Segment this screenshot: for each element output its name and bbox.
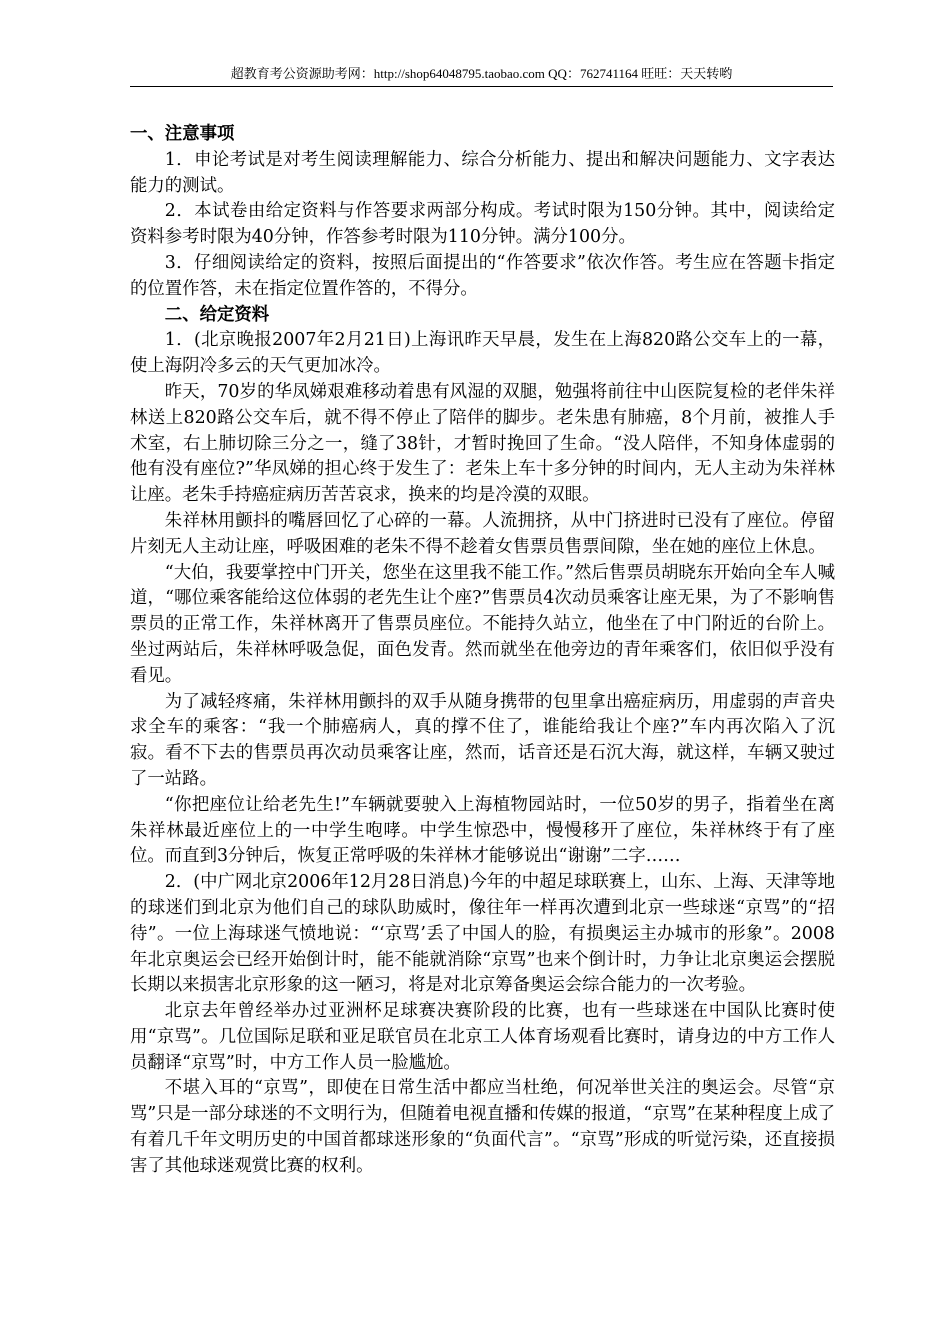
material-paragraph: 2．(中广网北京2006年12月28日消息)今年的中超足球联赛上，山东、上海、天津等地的球迷们到北京为他们自己的球队助威时，像往年一样再次遭到北京一些球迷“京骂”的“招待”。一位上海球迷气愤地说：“‘京骂’丢了中国人的脸，有损奥运主办城市的形象”。2008年北京奥运会已经开始倒计时，能不能就消除“京骂”也来个倒计时，力争让北京奥运会摆脱长期以来损害北京形象的这一陋习，将是对北京筹备奥运会综合能力的一次考验。 — [130, 872, 835, 996]
section-heading-notes: 一、注意事项 — [130, 124, 235, 144]
material-paragraph: 不堪入耳的“京骂”，即使在日常生活中都应当杜绝，何况举世关注的奥运会。尽管“京骂”只是一部分球迷的不文明行为，但随着电视直播和传媒的报道，“京骂”在某种程度上成了有着几千年文明历史的中国首都球迷形象的“负面代言”。“京骂”形成的听觉污染，还直接损害了其他球迷观赏比赛的权利。 — [130, 1078, 835, 1176]
notes-item-3: 3．仔细阅读给定的资料，按照后面提出的“作答要求”依次作答。考生应在答题卡指定的位置作答，未在指定位置作答的，不得分。 — [130, 252, 835, 299]
material-paragraph: 为了减轻疼痛，朱祥林用颤抖的双手从随身携带的包里拿出癌症病历，用虚弱的声音央求全车的乘客：“我一个肺癌病人，真的撑不住了，谁能给我让个座?”车内再次陷入了沉寂。看不下去的售票员再次动员乘客让座，然而，话音还是石沉大海，就这样，车辆又驶过了一站路。 — [130, 691, 835, 789]
material-paragraph: 1．(北京晚报2007年2月21日)上海讯昨天早晨，发生在上海820路公交车上的一幕，使上海阴冷多云的天气更加冰冷。 — [130, 330, 835, 377]
material-paragraph: 昨天，70岁的华凤娣艰难移动着患有风湿的双腿，勉强将前往中山医院复检的老伴朱祥林送上820路公交车后，就不得不停止了陪伴的脚步。老朱患有肺癌，8个月前，被推人手术室，右上肺切除三分之一，缝了38针，才暂时挽回了生命。“没人陪伴，不知身体虚弱的他有没有座位?”华凤娣的担心终于发生了：老朱上车十多分钟的时间内，无人主动为朱祥林让座。老朱手持癌症病历苦苦哀求，换来的均是冷漠的双眼。 — [130, 381, 835, 506]
material-paragraph: “大伯，我要掌控中门开关，您坐在这里我不能工作。”然后售票员胡晓东开始向全车人喊道，“哪位乘客能给这位体弱的老先生让个座?”售票员4次动员乘客让座无果，为了不影响售票员的正常工作，朱祥林离开了售票员座位。不能持久站立，他坐在了中门附近的台阶上。坐过两站后，朱祥林呼吸急促，面色发青。然而就坐在他旁边的青年乘客们，依旧似乎没有看见。 — [130, 562, 835, 686]
notes-item-1: 1．申论考试是对考生阅读理解能力、综合分析能力、提出和解决问题能力、文字表达能力的测试。 — [130, 149, 835, 196]
notes-item-2: 2．本试卷由给定资料与作答要求两部分构成。考试时限为150分钟。其中，阅读给定资料参考时限为40分钟，作答参考时限为110分钟。满分100分。 — [130, 201, 835, 248]
material-paragraph: 朱祥林用颤抖的嘴唇回忆了心碎的一幕。人流拥挤，从中门挤进时已没有了座位。停留片刻无人主动让座，呼吸困难的老朱不得不趁着女售票员售票间隙，坐在她的座位上休息。 — [130, 510, 835, 557]
document-body — [130, 122, 835, 1180]
material-paragraph: 北京去年曾经举办过亚洲杯足球赛决赛阶段的比赛，也有一些球迷在中国队比赛时使用“京骂”。几位国际足联和亚足联官员在北京工人体育场观看比赛时，请身边的中方工作人员翻译“京骂”时，中方工作人员一脸尴尬。 — [130, 1001, 835, 1073]
section-heading-materials: 二、给定资料 — [164, 304, 270, 325]
material-paragraph: “你把座位让给老先生!”车辆就要驶入上海植物园站时，一位50岁的男子，指着坐在离朱祥林最近座位上的一中学生咆哮。中学生惊恐中，慢慢移开了座位，朱祥林终于有了座位。而直到3分钟后，恢复正常呼吸的朱祥林才能够说出“谢谢”二字…… — [130, 794, 835, 867]
page-header: 超教育考公资源助考网：http://shop64048795.taobao.com QQ：762741164 旺旺：天天转哟 — [130, 64, 833, 87]
